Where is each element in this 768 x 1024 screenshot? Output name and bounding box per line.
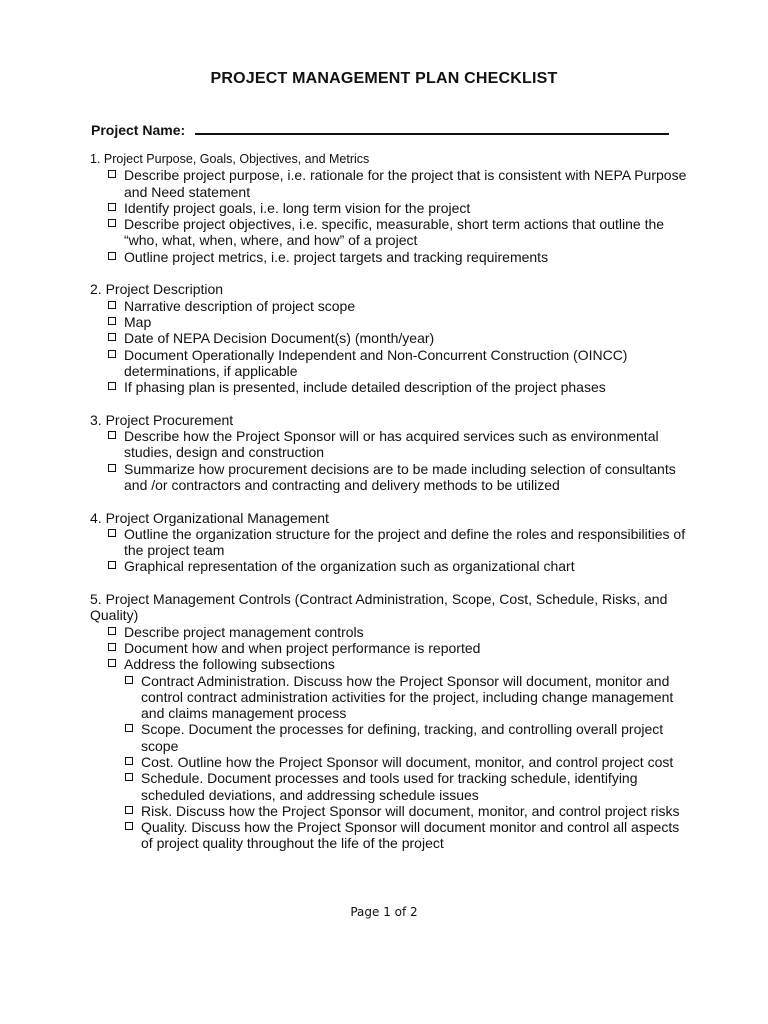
page-number: Page 1 of 2 — [350, 905, 418, 919]
section-heading: 1. Project Purpose, Goals, Objectives, and Metrics — [90, 152, 370, 166]
section-1 — [90, 151, 690, 265]
checkbox-icon[interactable] — [108, 252, 116, 260]
checklist-subitems — [90, 673, 690, 852]
checklist-item-text: Summarize how procurement decisions are to be made including selection of consultants and /or contractors and contracting and delivery methods to be utilized — [124, 460, 676, 493]
checklist-item — [90, 167, 690, 200]
checkbox-icon[interactable] — [108, 219, 116, 227]
checkbox-icon[interactable] — [108, 301, 116, 309]
checklist-item — [90, 200, 690, 216]
checklist-item — [90, 624, 690, 640]
checklist-body — [90, 151, 690, 852]
checklist-item-text: Graphical representation of the organization such as organizational chart — [124, 558, 575, 575]
checkbox-icon[interactable] — [125, 773, 133, 781]
checklist-item-text: Date of NEPA Decision Document(s) (month/year) — [124, 330, 435, 347]
checklist-subitem-text: Cost. Outline how the Project Sponsor will document, monitor, and control project cost — [141, 753, 674, 770]
checklist-item-text: Address the following subsections — [124, 656, 335, 673]
checkbox-icon[interactable] — [108, 431, 116, 439]
checkbox-icon[interactable] — [125, 676, 133, 684]
checkbox-icon[interactable] — [108, 529, 116, 537]
checklist-subitem — [90, 754, 690, 770]
section-2 — [90, 281, 690, 395]
checklist-item-text: Identify project goals, i.e. long term vision for the project — [124, 199, 471, 216]
checkbox-icon[interactable] — [108, 643, 116, 651]
checkbox-icon[interactable] — [108, 561, 116, 569]
document-title: PROJECT MANAGEMENT PLAN CHECKLIST — [210, 70, 558, 87]
checklist-subitem — [90, 673, 690, 722]
section-5 — [90, 591, 690, 852]
checklist-subitem-text: Scope. Document the processes for defining, tracking, and controlling overall project scope — [141, 721, 664, 754]
checklist-item — [90, 656, 690, 672]
checklist-items — [90, 298, 690, 396]
project-name-label: Project Name: — [91, 122, 186, 138]
checkbox-icon[interactable] — [108, 627, 116, 635]
checklist-item — [90, 558, 690, 574]
checklist-subitem-text: Contract Administration. Discuss how the Project Sponsor will document, monitor and control contract administration activities for the project, including change management and claims management process — [141, 672, 674, 722]
checkbox-icon[interactable] — [108, 333, 116, 341]
section-heading: 3. Project Procurement — [90, 411, 234, 428]
section-3 — [90, 412, 690, 493]
project-name-blank-line[interactable] — [195, 121, 669, 135]
checklist-item-text: Map — [124, 313, 152, 330]
checklist-subitem — [90, 803, 690, 819]
checklist-subitem-text: Quality. Discuss how the Project Sponsor will document monitor and control all aspects of project quality throughout the life of the project — [141, 819, 680, 852]
checklist-subitem — [90, 721, 690, 754]
section-4 — [90, 510, 690, 575]
checklist-item-text: Describe project objectives, i.e. specific, measurable, short term actions that outline the “who, what, when, where, and how” of a project — [124, 216, 665, 249]
checklist-items — [90, 428, 690, 493]
checklist-subitem-text: Risk. Discuss how the Project Sponsor will document, monitor, and control project risks — [141, 802, 680, 819]
checklist-subitem — [90, 819, 690, 852]
checkbox-icon[interactable] — [108, 350, 116, 358]
checklist-item-text: Narrative description of project scope — [124, 297, 356, 314]
checklist-item — [90, 216, 690, 249]
section-heading: 5. Project Management Controls (Contract Administration, Scope, Cost, Schedule, Risks, and Quality) — [90, 591, 668, 624]
checklist-subitem — [90, 770, 690, 803]
checkbox-icon[interactable] — [125, 822, 133, 830]
checklist-items — [90, 167, 690, 265]
checklist-item — [90, 640, 690, 656]
checklist-item — [90, 330, 690, 346]
checkbox-icon[interactable] — [108, 317, 116, 325]
checklist-item — [90, 347, 690, 380]
checkbox-icon[interactable] — [108, 659, 116, 667]
project-name-field — [91, 121, 669, 138]
checklist-item — [90, 428, 690, 461]
checklist-item-text: Outline project metrics, i.e. project targets and tracking requirements — [124, 248, 549, 265]
checkbox-icon[interactable] — [108, 203, 116, 211]
checkbox-icon[interactable] — [108, 464, 116, 472]
checklist-item — [90, 249, 690, 265]
checklist-item — [90, 526, 690, 559]
checkbox-icon[interactable] — [108, 170, 116, 178]
checklist-item — [90, 461, 690, 494]
checklist-item — [90, 379, 690, 395]
checklist-subitem-text: Schedule. Document processes and tools used for tracking schedule, identifying scheduled deviations, and addressing schedule issues — [141, 770, 638, 803]
checklist-items — [90, 526, 690, 575]
checklist-item — [90, 314, 690, 330]
checklist-item-text: Document Operationally Independent and Non-Concurrent Construction (OINCC) determinations, if applicable — [124, 346, 628, 379]
checklist-item-text: Describe how the Project Sponsor will or has acquired services such as environmental studies, design and construction — [124, 428, 659, 461]
checklist-item-text: Document how and when project performance is reported — [124, 639, 481, 656]
checklist-item-text: Describe project purpose, i.e. rationale for the project that is consistent with NEPA Purpose and Need statement — [124, 167, 687, 200]
checkbox-icon[interactable] — [108, 382, 116, 390]
checklist-item — [90, 298, 690, 314]
checklist-item-text: Describe project management controls — [124, 623, 364, 640]
checklist-item-text: Outline the organization structure for the project and define the roles and responsibilities of the project team — [124, 525, 686, 559]
checklist-items — [90, 624, 690, 673]
checkbox-icon[interactable] — [125, 757, 133, 765]
checkbox-icon[interactable] — [125, 724, 133, 732]
section-heading: 4. Project Organizational Management — [90, 509, 329, 526]
section-heading: 2. Project Description — [90, 281, 224, 298]
checklist-item-text: If phasing plan is presented, include detailed description of the project phases — [124, 379, 606, 396]
checkbox-icon[interactable] — [125, 806, 133, 814]
